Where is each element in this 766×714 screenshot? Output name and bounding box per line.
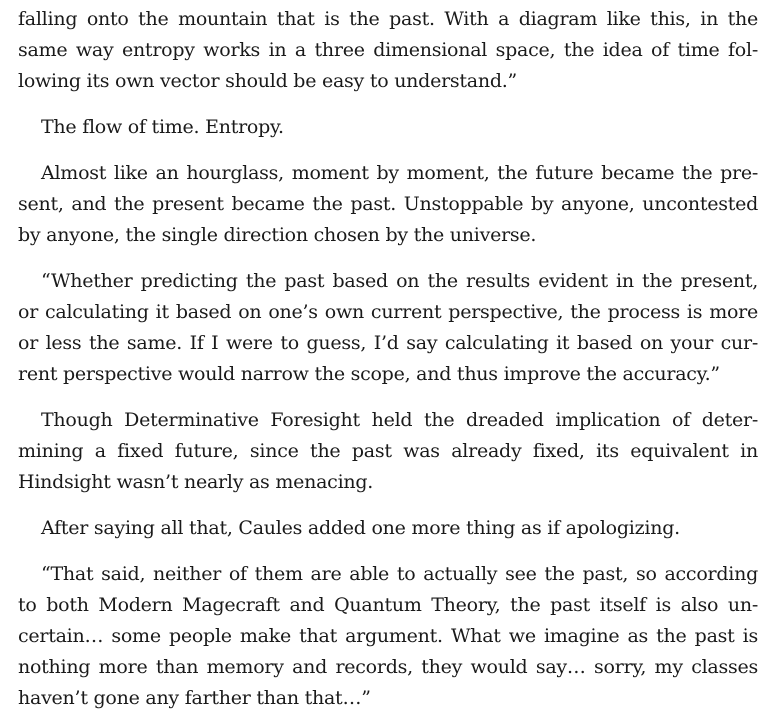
text-line: rent perspective would narrow the scope, and thus improve the accuracy.” [18,363,720,385]
paragraph-3 [18,158,758,251]
paragraph-7 [18,559,758,714]
text-line: falling onto the mountain that is the past. With a diagram like this, in the [18,8,758,30]
paragraph-4 [18,266,758,390]
text-line: Almost like an hourglass, moment by moment, the future became the pre- [41,162,758,184]
text-line: After saying all that, Caules added one more thing as if apologizing. [41,517,680,539]
text-line: by anyone, the single direction chosen by the universe. [18,224,537,246]
page-text [18,4,758,714]
text-line: or less the same. If I were to guess, I’d say calculating it based on your cur- [18,332,758,354]
text-line: same way entropy works in a three dimensional space, the idea of time fol- [18,39,758,61]
text-line: Though Determinative Foresight held the dreaded implication of deter- [41,409,758,431]
text-line: mining a fixed future, since the past was already fixed, its equivalent in [18,440,758,462]
paragraph-5 [18,405,758,498]
paragraph-6 [18,513,758,544]
text-line: lowing its own vector should be easy to understand.” [18,70,518,92]
text-line: “Whether predicting the past based on the results evident in the present, [41,270,758,292]
text-line: “That said, neither of them are able to actually see the past, so according [41,563,758,585]
text-line: haven’t gone any farther than that…” [18,687,371,709]
text-line: Hindsight wasn’t nearly as menacing. [18,471,374,493]
text-line: The flow of time. Entropy. [41,116,284,138]
paragraph-2 [18,112,758,143]
text-line: or calculating it based on one’s own current perspective, the process is more [18,301,758,323]
text-line: nothing more than memory and records, they would say… sorry, my classes [18,656,758,678]
text-line: certain… some people make that argument. What we imagine as the past is [18,625,758,647]
paragraph-1 [18,4,758,97]
text-line: to both Modern Magecraft and Quantum Theory, the past itself is also un- [18,594,758,616]
text-line: sent, and the present became the past. Unstoppable by anyone, uncontested [18,193,758,215]
